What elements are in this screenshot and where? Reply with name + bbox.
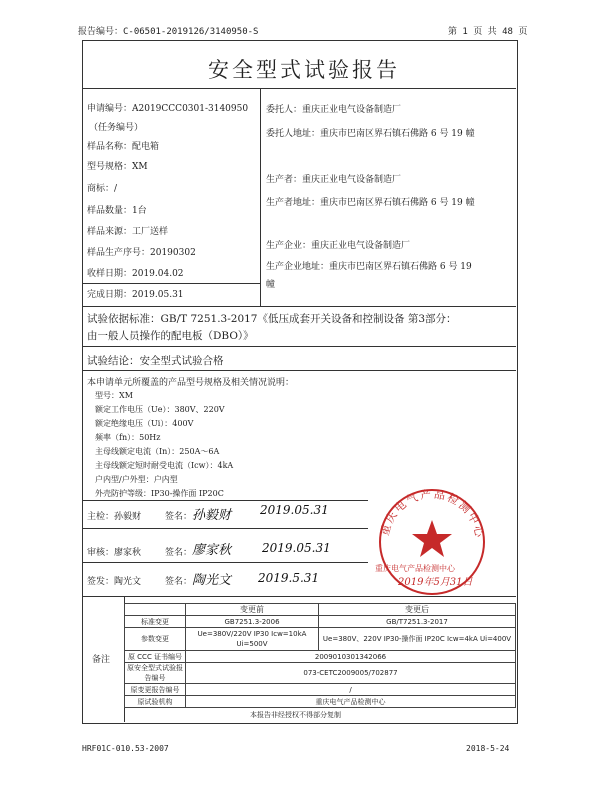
sign-label: 签名： xyxy=(165,512,193,522)
reviewer-date: 2019.05.31 xyxy=(262,541,331,555)
table-header: 变更后 xyxy=(319,604,516,616)
table-cell: 2009010301342066 xyxy=(186,651,516,663)
trademark: 商标：/ xyxy=(87,184,118,194)
table-row xyxy=(125,663,516,684)
seal-date: 2019年5月31日 xyxy=(398,577,473,588)
divider xyxy=(82,562,368,563)
table-row xyxy=(125,696,516,708)
sample-serial: 样品生产序号：20190302 xyxy=(87,248,196,258)
sample-quantity: 样品数量：1台 xyxy=(87,206,147,216)
author-date: 2019.05.31 xyxy=(260,503,329,517)
change-table xyxy=(124,603,516,708)
detail-rated-voltage: 额定工作电压（Ue）：380V、220V xyxy=(95,405,225,414)
table-row xyxy=(125,616,516,628)
detail-protection: 外壳防护等级：IP30-操作面 IP20C xyxy=(95,489,224,498)
factory: 生产企业：重庆正业电气设备制造厂 xyxy=(266,241,411,251)
report-number: 报告编号：C-06501-2019126/3140950-S xyxy=(78,27,259,37)
test-conclusion: 试验结论：安全型式试验合格 xyxy=(87,355,224,367)
table-cell: 标准变更 xyxy=(125,616,186,628)
divider xyxy=(82,596,516,597)
divider xyxy=(82,370,516,371)
reviewer-label: 审核：廖家秋 xyxy=(87,548,142,558)
model-spec: 型号规格：XM xyxy=(87,162,148,172)
column-divider xyxy=(260,88,261,306)
detail-frequency: 频率（fn）：50Hz xyxy=(95,433,161,442)
divider xyxy=(82,283,260,284)
table-footnote: 本报告非经授权不得部分复制 xyxy=(250,711,341,719)
table-cell: GB/T7251.3-2017 xyxy=(319,616,516,628)
table-cell: 原试验机构 xyxy=(125,696,186,708)
page-info: 第 1 页 共 48 页 xyxy=(448,27,528,37)
detail-withstand-current: 主母线额定短时耐受电流（Icw）：4kA xyxy=(95,461,234,470)
table-row xyxy=(125,684,516,696)
approver-date: 2019.5.31 xyxy=(258,571,320,585)
coverage-intro: 本申请单元所覆盖的产品型号规格及相关情况说明： xyxy=(87,378,295,388)
factory-address: 生产企业地址：重庆市巴南区界石镇石佛路 6 号 19 xyxy=(266,262,472,272)
detail-model: 型号：XM xyxy=(95,391,133,400)
table-cell: 参数变更 xyxy=(125,628,186,651)
table-cell: / xyxy=(186,684,516,696)
client-address: 委托人地址：重庆市巴南区界石镇石佛路 6 号 19 幢 xyxy=(266,129,475,139)
sample-name: 样品名称：配电箱 xyxy=(87,142,160,152)
divider xyxy=(82,88,516,89)
factory-address-cont: 幢 xyxy=(266,280,276,290)
detail-busbar-current: 主母线额定电流（In）：250A～6A xyxy=(95,447,220,456)
completion-date: 完成日期：2019.05.31 xyxy=(87,290,184,300)
test-basis-line2: 由一般人员操作的配电板（DBO）》 xyxy=(87,330,254,342)
table-cell: Ue=380V/220V IP30 Icw=10kA Ui=500V xyxy=(186,628,319,651)
approver-label: 签发：陶光文 xyxy=(87,577,142,587)
sample-source: 样品来源：工厂送样 xyxy=(87,227,169,237)
table-cell: 重庆电气产品检测中心 xyxy=(186,696,516,708)
task-number: （任务编号） xyxy=(89,123,144,133)
seal-star-icon xyxy=(412,520,452,557)
divider xyxy=(82,346,516,347)
table-row xyxy=(125,651,516,663)
form-number: HRF01C-010.53-2007 xyxy=(82,744,169,753)
form-date: 2018-5-24 xyxy=(466,744,510,753)
author-label: 主检：孙毅财 xyxy=(87,512,142,522)
seal-center-label: 重庆电气产品检测中心 xyxy=(375,564,455,573)
divider xyxy=(82,528,368,529)
producer-address: 生产者地址：重庆市巴南区界石镇石佛路 6 号 19 幢 xyxy=(266,198,475,208)
table-cell: GB7251.3-2006 xyxy=(186,616,319,628)
author-signature: 孙毅财 xyxy=(192,508,232,523)
table-row xyxy=(125,604,516,616)
receipt-date: 收样日期：2019.04.02 xyxy=(87,269,184,279)
table-cell: 073-CETC2009005/702877 xyxy=(186,663,516,684)
client: 委托人：重庆正业电气设备制造厂 xyxy=(266,105,402,115)
remarks-label: 备注 xyxy=(92,655,111,665)
table-cell: 原 CCC 证书编号 xyxy=(125,651,186,663)
table-cell: Ue=380V、220V IP30-操作面 IP20C Icw=4kA Ui=400V xyxy=(319,628,516,651)
application-number: 申请编号：A2019CCC0301-3140950 xyxy=(87,104,249,114)
sign-label: 签名： xyxy=(165,577,193,587)
detail-indoor-outdoor: 户内型/户外型：户内型 xyxy=(95,475,178,484)
table-cell xyxy=(125,604,186,616)
table-cell: 原安全型式试验报告编号 xyxy=(125,663,186,684)
table-header: 变更前 xyxy=(186,604,319,616)
table-row xyxy=(125,628,516,651)
test-basis-line1: 试验依据标准：GB/T 7251.3-2017《低压成套开关设备和控制设备 第3部分： xyxy=(87,313,457,325)
producer: 生产者：重庆正业电气设备制造厂 xyxy=(266,175,402,185)
approver-signature: 陶光文 xyxy=(192,573,232,588)
detail-insulation-voltage: 额定绝缘电压（Ui）：400V xyxy=(95,419,194,428)
sign-label: 签名： xyxy=(165,548,193,558)
report-title: 安全型式试验报告 xyxy=(208,58,400,82)
reviewer-signature: 廖家秋 xyxy=(192,543,232,558)
divider xyxy=(82,500,368,501)
seal-ring-text: 重庆电气产品检测中心 xyxy=(378,487,487,541)
divider xyxy=(82,306,516,307)
table-cell: 原变更报告编号 xyxy=(125,684,186,696)
